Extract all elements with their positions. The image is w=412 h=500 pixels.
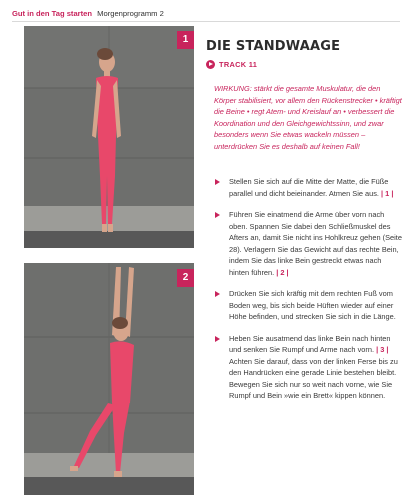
step-text: Stellen Sie sich auf die Mitte der Matte, die Füße parallel und dicht beieinander. Atmen Sie aus.	[229, 177, 389, 198]
effect-description	[214, 83, 402, 152]
effect-text: stärkt die gesamte Muskulatur, die den Körper stabilisiert, vor allem den Rückenstrecker • kräftigt die Beine • regt Atem- und Kreislauf an • verbessert die Koordination und den Gleichgewichtssinn, und zwar besonders wenn Sie etwas wackeln müssen – unterdrücken Sie es deshalb auf keinen Fall!	[214, 84, 402, 151]
page-header	[12, 9, 164, 18]
instruction-step	[213, 333, 403, 402]
audio-track[interactable]	[206, 60, 257, 69]
track-label: TRACK 11	[219, 60, 258, 69]
chapter-title: Morgenprogramm 2	[97, 9, 164, 18]
instruction-step	[213, 176, 403, 199]
photo-reference: | 3 |	[376, 345, 389, 354]
bullet-triangle-icon	[215, 179, 220, 185]
photo-reference: | 2 |	[276, 267, 289, 277]
play-circle-icon[interactable]	[206, 60, 215, 69]
photo-reference: | 1 |	[381, 188, 394, 198]
step-text: Heben Sie ausatmend das linke Bein nach hinten und senken Sie Rumpf und Arme nach vorn.	[229, 333, 391, 354]
bullet-triangle-icon	[215, 212, 220, 218]
exercise-title: DIE STANDWAAGE	[206, 39, 341, 54]
step-text: Drücken Sie sich kräftig mit dem rechten Fuß vom Boden weg, bis sich beide Hüften wieder auf einer Höhe befinden, und strecken Sie sich in die Länge.	[229, 289, 396, 321]
step-badge-1: 1	[177, 31, 194, 49]
instruction-step	[213, 209, 403, 278]
instruction-step	[213, 288, 403, 323]
instruction-list	[213, 176, 403, 412]
effect-label: WIRKUNG:	[214, 84, 252, 93]
step-text: Führen Sie einatmend die Arme über vorn nach oben. Spannen Sie dabei den Schließmuskel des Afters an, damit Sie nicht ins Hohlkreuz gehen (Seite 28). Verlagern Sie das Gewicht auf das rechte Bein, indem Sie das linke Bein gestreckt etwas nach hinten führen.	[229, 210, 402, 277]
photo-step-1	[24, 26, 194, 248]
step-text-continued: Achten Sie darauf, dass von der linken Ferse bis zu den Handrücken eine gerade Linie bestehen bleibt. Bewegen Sie sich nur so weit nach vorne, wie Sie Rumpf und Bein »wie ein Brett« kippen können.	[229, 356, 398, 400]
bullet-triangle-icon	[215, 291, 220, 297]
step-badge-2: 2	[177, 269, 194, 287]
photo-step-2	[24, 263, 194, 495]
bullet-triangle-icon	[215, 336, 220, 342]
section-title: Gut in den Tag starten	[12, 9, 93, 18]
header-divider	[12, 21, 400, 22]
